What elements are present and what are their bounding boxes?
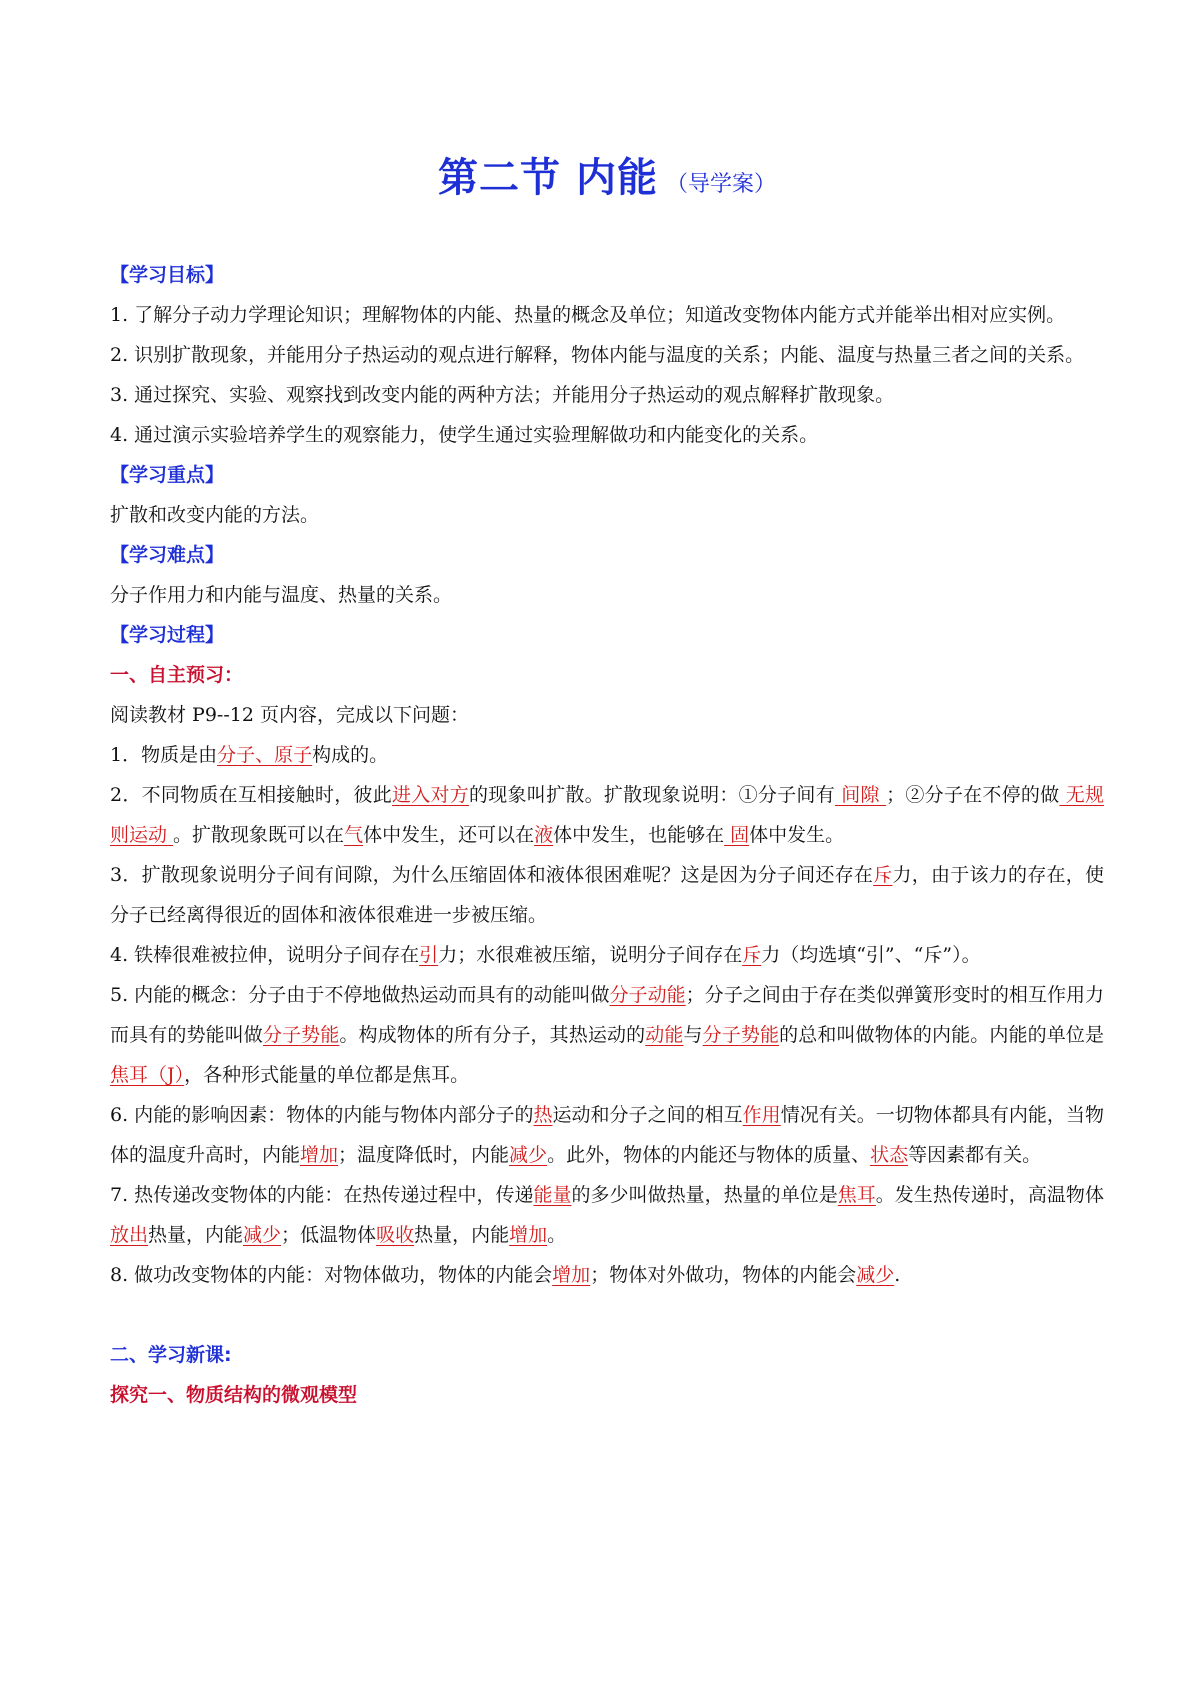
answer: 进入对方: [391, 784, 470, 806]
answer: 分子、原子: [217, 744, 313, 766]
difficulties-heading: 【学习难点】: [110, 544, 225, 566]
objective-1: 1. 了解分子动力学理论知识；理解物体的内能、热量的概念及单位；知道改变物体内能方式并能举出相对应实例。: [110, 304, 1066, 326]
key-points-text: 扩散和改变内能的方法。: [110, 504, 320, 526]
section-new-lesson-heading: 二、学习新课:: [110, 1344, 232, 1366]
answer: 动能: [645, 1024, 684, 1046]
title-sub: （导学案）: [665, 172, 776, 197]
explore-1-heading: 探究一、物质结构的微观模型: [110, 1384, 358, 1406]
answer: 能量: [533, 1184, 572, 1206]
answer: 减少: [509, 1144, 548, 1166]
question-1: 1．物质是由分子、原子构成的。: [110, 744, 389, 766]
section-preview-heading: 一、自主预习：: [110, 664, 244, 686]
key-points-heading: 【学习重点】: [110, 464, 225, 486]
objective-2: 2. 识别扩散现象，并能用分子热运动的观点进行解释，物体内能与温度的关系；内能、温度与热量三者之间的关系。: [110, 344, 1085, 366]
question-8: 8. 做功改变物体的内能：对物体做功，物体的内能会增加；物体对外做功，物体的内能会减少.: [110, 1264, 901, 1286]
question-7: 7. 热传递改变物体的内能：在热传递过程中，传递能量的多少叫做热量，热量的单位是焦耳。发生热传递时，高温物体放出热量，内能减少；低温物体吸收热量，内能增加。: [110, 1184, 1104, 1246]
answer: 分子动能: [609, 984, 686, 1006]
spacer: [110, 1295, 1104, 1335]
answer: 固: [724, 824, 750, 846]
answer: 间隙: [834, 784, 887, 806]
answer: 气: [344, 824, 364, 846]
objective-4: 4. 通过演示实验培养学生的观察能力，使学生通过实验理解做功和内能变化的关系。: [110, 424, 819, 446]
answer: 引: [419, 944, 439, 966]
answer: 斥: [742, 944, 762, 966]
answer: 斥: [873, 864, 893, 886]
question-3: 3．扩散现象说明分子间有间隙，为什么压缩固体和液体很困难呢？这是因为分子间还存在斥力，由于该力的存在，使分子已经离得很近的固体和液体很难进一步被压缩。: [110, 864, 1104, 926]
process-heading: 【学习过程】: [110, 624, 225, 646]
title-main: 第二节 内能: [438, 155, 658, 201]
answer: 分子势能: [702, 1024, 780, 1046]
answer: 焦耳: [837, 1184, 876, 1206]
answer: 液: [534, 824, 554, 846]
answer: 减少: [856, 1264, 895, 1286]
answer: 状态: [870, 1144, 909, 1166]
page-title: [110, 148, 1104, 215]
question-4: 4. 铁棒很难被拉伸，说明分子间存在引力；水很难被压缩，说明分子间存在斥力（均选填“引”、“斥”）。: [110, 944, 981, 966]
preview-intro: 阅读教材 P9--12 页内容，完成以下问题：: [110, 704, 469, 726]
answer: 无规则运动: [110, 784, 1104, 846]
answer: 增加: [300, 1144, 339, 1166]
answer: 作用: [742, 1104, 781, 1126]
objectives-heading: 【学习目标】: [110, 264, 225, 286]
answer: 增加: [509, 1224, 548, 1246]
answer: 热: [533, 1104, 553, 1126]
answer: 放出: [110, 1224, 149, 1246]
answer: 增加: [552, 1264, 591, 1286]
question-6: 6. 内能的影响因素：物体的内能与物体内部分子的热运动和分子之间的相互作用情况有关。一切物体都具有内能，当物体的温度升高时，内能增加；温度降低时，内能减少。此外，物体的内能还与物体的质量、状态等因素都有关。: [110, 1104, 1104, 1166]
answer: 吸收: [376, 1224, 415, 1246]
answer: 焦耳（J）: [110, 1064, 185, 1086]
answer: 减少: [243, 1224, 282, 1246]
question-2: 2．不同物质在互相接触时，彼此进入对方的现象叫扩散。扩散现象说明：①分子间有 间隙 ；②分子在不停的做 无规则运动 。扩散现象既可以在气体中发生，还可以在液体中发生，也能够在 固体中发生。: [110, 784, 1104, 846]
question-5: 5. 内能的概念：分子由于不停地做热运动而具有的动能叫做分子动能；分子之间由于存在类似弹簧形变时的相互作用力而具有的势能叫做分子势能。构成物体的所有分子，其热运动的动能与分子势能的总和叫做物体的内能。内能的单位是焦耳（J），各种形式能量的单位都是焦耳。: [110, 984, 1104, 1086]
difficulties-text: 分子作用力和内能与温度、热量的关系。: [110, 584, 453, 606]
answer: 分子势能: [262, 1024, 340, 1046]
objective-3: 3. 通过探究、实验、观察找到改变内能的两种方法；并能用分子热运动的观点解释扩散现象。: [110, 384, 895, 406]
